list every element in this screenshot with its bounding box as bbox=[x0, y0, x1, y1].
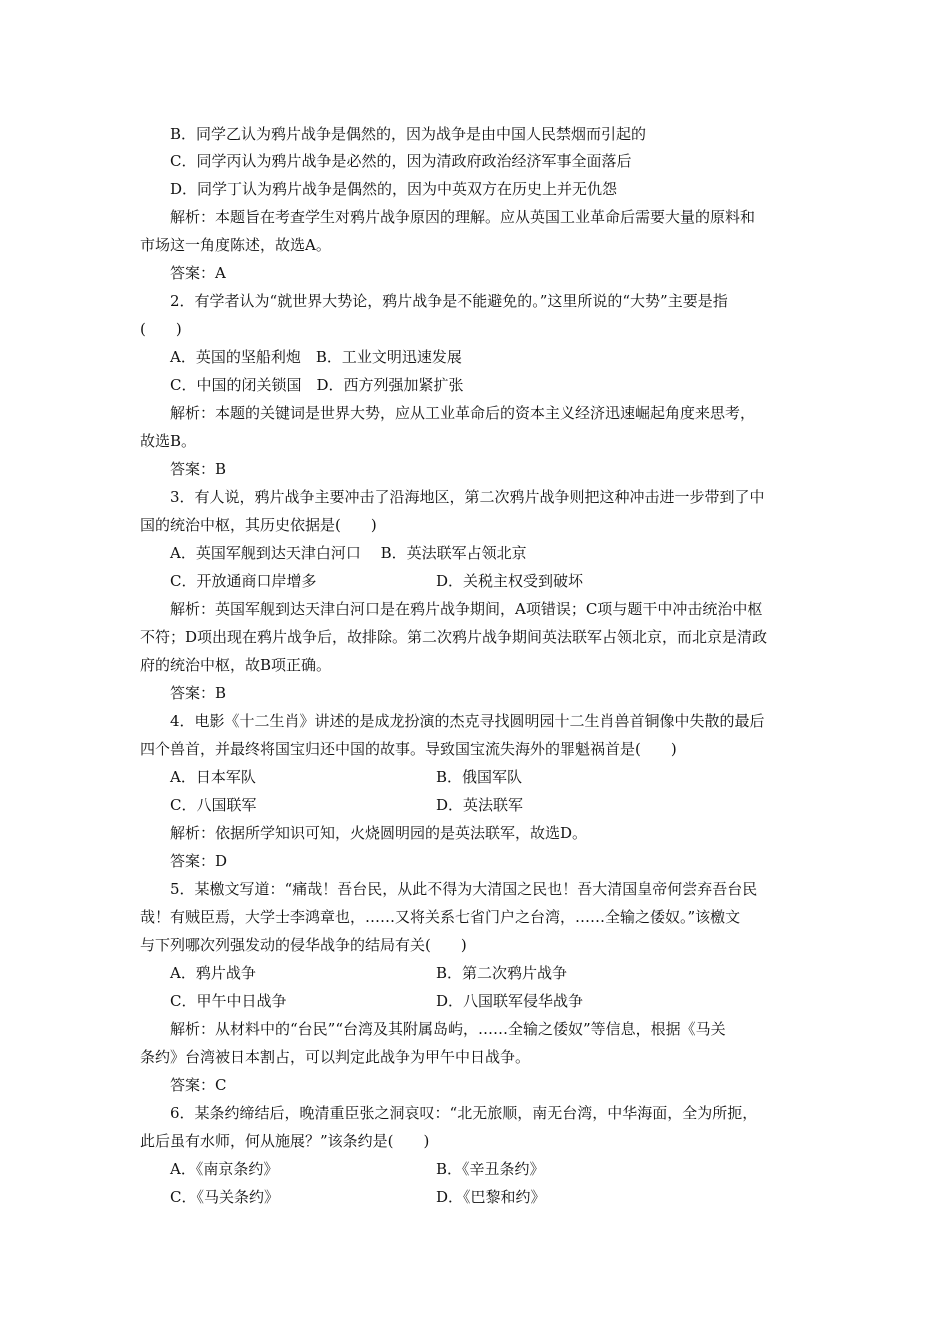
text-line bbox=[140, 319, 182, 339]
line-text: 2．有学者认为“就世界大势论，鸦片战争是不能避免的。”这里所说的“大势”主要是指 bbox=[170, 292, 728, 310]
text-line bbox=[170, 151, 631, 171]
text-line bbox=[140, 1047, 530, 1067]
text-line bbox=[170, 1075, 226, 1095]
line-text: 解析：英国军舰到达天津白河口是在鸦片战争期间，A项错误；C项与题干中冲击统治中枢 bbox=[170, 600, 763, 618]
text-line bbox=[140, 907, 740, 927]
text-line bbox=[170, 879, 757, 899]
text-line bbox=[170, 823, 587, 843]
line-text: 3．有人说，鸦片战争主要冲击了沿海地区，第二次鸦片战争则把这种冲击进一步带到了中 bbox=[170, 488, 765, 506]
option-right: D．八国联军侵华战争 bbox=[436, 992, 584, 1010]
text-line bbox=[170, 991, 584, 1011]
line-text: 四个兽首，并最终将国宝归还中国的故事。导致国宝流失海外的罪魁祸首是( ) bbox=[140, 740, 677, 758]
text-line bbox=[170, 459, 226, 479]
line-text: C．中国的闭关锁国 D．西方列强加紧扩张 bbox=[170, 376, 464, 394]
line-text: B．同学乙认为鸦片战争是偶然的，因为战争是由中国人民禁烟而引起的 bbox=[170, 125, 647, 143]
option-right: B．《辛丑条约》 bbox=[436, 1160, 545, 1178]
text-line bbox=[140, 655, 331, 675]
text-line bbox=[170, 487, 765, 507]
line-text: 6．某条约缔结后，晚清重臣张之洞哀叹：“北无旅顺，南无台湾，中华海面，全为所扼， bbox=[170, 1104, 758, 1122]
text-line bbox=[170, 207, 755, 227]
text-line bbox=[170, 347, 462, 367]
option-right: D．《巴黎和约》 bbox=[436, 1188, 546, 1206]
line-text: A．英国军舰到达天津白河口 B．英法联军占领北京 bbox=[170, 544, 527, 562]
line-text: 答案：B bbox=[170, 684, 227, 702]
text-line bbox=[170, 263, 226, 283]
line-text: A．日本军队 bbox=[170, 768, 256, 786]
text-line bbox=[170, 543, 527, 563]
line-text: 答案：C bbox=[170, 1076, 227, 1094]
line-text: 府的统治中枢，故B项正确。 bbox=[140, 656, 332, 674]
line-text: 条约》台湾被日本割占，可以判定此战争为甲午中日战争。 bbox=[140, 1048, 531, 1066]
line-text: C．八国联军 bbox=[170, 796, 257, 814]
line-text: C．同学丙认为鸦片战争是必然的，因为清政府政治经济军事全面落后 bbox=[170, 152, 632, 170]
text-line bbox=[170, 1103, 757, 1123]
text-line bbox=[140, 739, 677, 759]
text-line bbox=[170, 683, 226, 703]
text-line bbox=[170, 963, 568, 983]
line-text: 答案：D bbox=[170, 852, 228, 870]
text-line bbox=[170, 375, 464, 395]
line-text: C．甲午中日战争 bbox=[170, 992, 287, 1010]
text-line bbox=[140, 1131, 429, 1151]
text-line bbox=[170, 291, 728, 311]
line-text: A．《南京条约》 bbox=[170, 1160, 279, 1178]
text-line bbox=[170, 403, 755, 423]
line-text: 解析：本题的关键词是世界大势，应从工业革命后的资本主义经济迅速崛起角度来思考， bbox=[170, 404, 756, 422]
line-text: A．鸦片战争 bbox=[170, 964, 256, 982]
line-text: C．开放通商口岸增多 bbox=[170, 572, 317, 590]
text-line bbox=[140, 515, 377, 535]
text-line bbox=[170, 1159, 545, 1179]
line-text: 4．电影《十二生肖》讲述的是成龙扮演的杰克寻找圆明园十二生肖兽首铜像中失散的最后 bbox=[170, 712, 765, 730]
line-text: 市场这一角度陈述，故选A。 bbox=[140, 236, 331, 254]
option-right: D．关税主权受到破坏 bbox=[436, 572, 584, 590]
text-line bbox=[140, 431, 196, 451]
line-text: D．同学丁认为鸦片战争是偶然的，因为中英双方在历史上并无仇怨 bbox=[170, 180, 618, 198]
text-line bbox=[170, 711, 765, 731]
option-right: B．俄国军队 bbox=[436, 768, 523, 786]
text-line bbox=[170, 767, 523, 787]
text-line bbox=[170, 1019, 726, 1039]
text-line bbox=[140, 935, 467, 955]
option-right: B．第二次鸦片战争 bbox=[436, 964, 568, 982]
text-line bbox=[170, 124, 646, 144]
text-line bbox=[140, 235, 331, 255]
text-line bbox=[170, 179, 617, 199]
text-line bbox=[170, 571, 584, 591]
text-line bbox=[170, 851, 227, 871]
line-text: 解析：从材料中的“台民”“台湾及其附属岛屿，……全输之倭奴”等信息，根据《马关 bbox=[170, 1020, 726, 1038]
text-line bbox=[170, 599, 762, 619]
line-text: C．《马关条约》 bbox=[170, 1188, 279, 1206]
line-text: 故选B。 bbox=[140, 432, 197, 450]
line-text: 答案：B bbox=[170, 460, 227, 478]
line-text: 不符；D项出现在鸦片战争后，故排除。第二次鸦片战争期间英法联军占领北京，而北京是清政 bbox=[140, 628, 768, 646]
line-text: 解析：本题旨在考查学生对鸦片战争原因的理解。应从英国工业革命后需要大量的原料和 bbox=[170, 208, 756, 226]
line-text: A．英国的坚船利炮 B．工业文明迅速发展 bbox=[170, 348, 462, 366]
line-text: 与下列哪次列强发动的侵华战争的结局有关( ) bbox=[140, 936, 467, 954]
line-text: 哉！有贼臣焉，大学士李鸿章也，……又将关系七省门户之台湾，……全输之倭奴。”该檄文 bbox=[140, 908, 741, 926]
text-line bbox=[170, 795, 524, 815]
line-text: 国的统治中枢，其历史依据是( ) bbox=[140, 516, 377, 534]
line-text: 答案：A bbox=[170, 264, 226, 282]
line-text: 此后虽有水师，何从施展？”该条约是( ) bbox=[140, 1132, 430, 1150]
option-right: D．英法联军 bbox=[436, 796, 524, 814]
line-text: 解析：依据所学知识可知，火烧圆明园的是英法联军，故选D。 bbox=[170, 824, 588, 842]
text-line bbox=[140, 627, 767, 647]
line-text: ( ) bbox=[140, 320, 182, 338]
text-line bbox=[170, 1187, 546, 1207]
line-text: 5．某檄文写道：“痛哉！吾台民，从此不得为大清国之民也！吾大清国皇帝何尝弃吾台民 bbox=[170, 880, 758, 898]
